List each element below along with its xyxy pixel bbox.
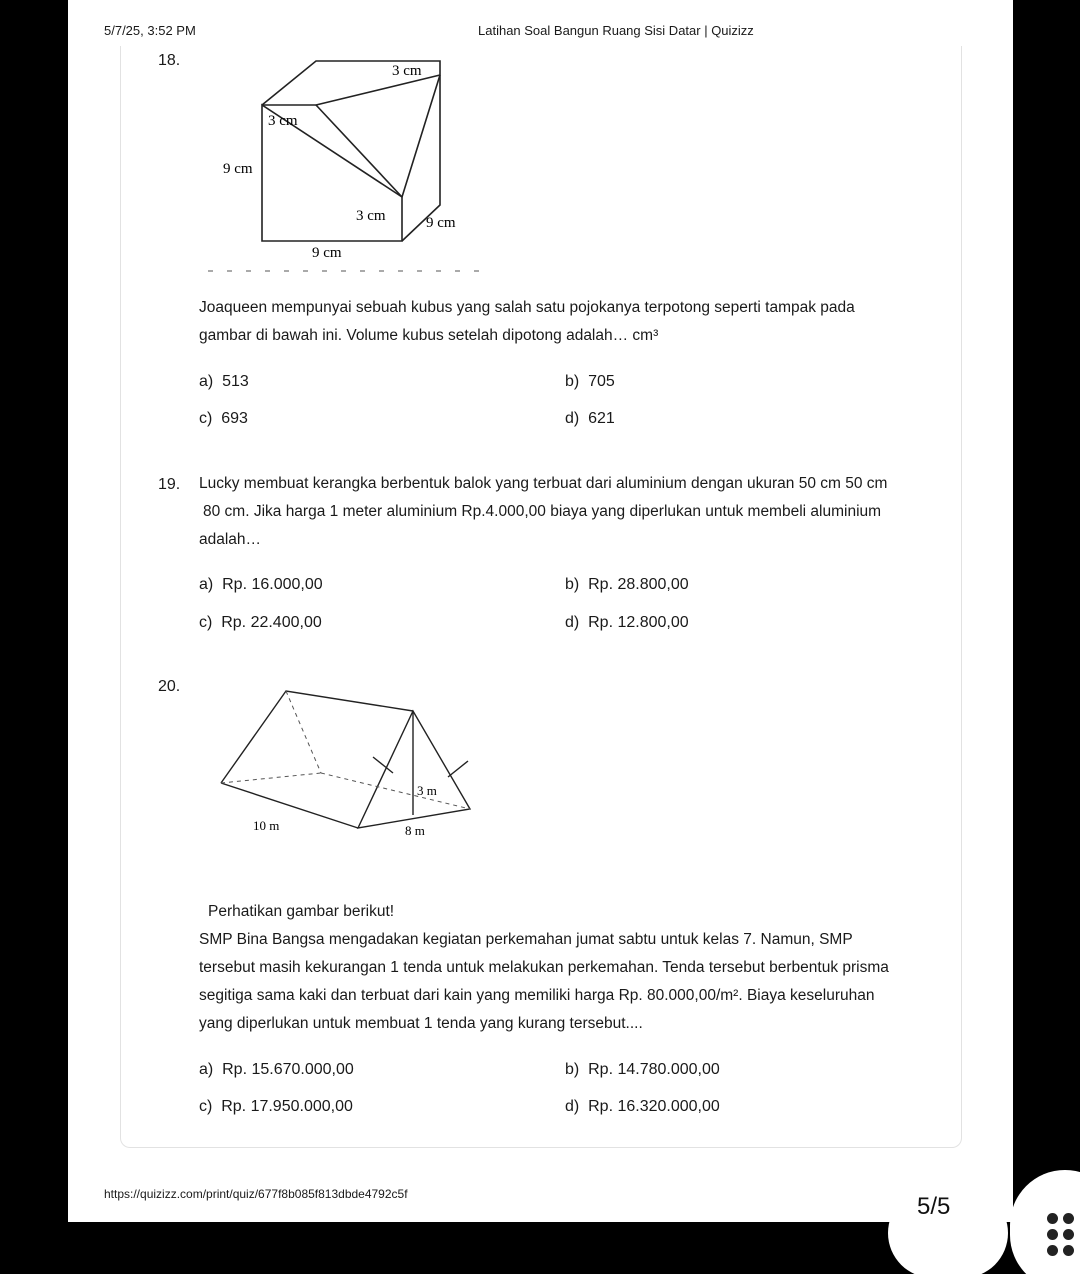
- question-20-option-b: b) Rp. 14.780.000,00: [565, 1061, 720, 1078]
- question-18-option-d: d) 621: [565, 410, 615, 427]
- question-20-text-line-1: SMP Bina Bangsa mengadakan kegiatan perkemahan jumat sabtu untuk kelas 7. Namun, SMP: [199, 931, 853, 948]
- question-18-text-line-2: gambar di bawah ini. Volume kubus setelah dipotong adalah… cm³: [199, 327, 659, 344]
- question-18-option-a: a) 513: [199, 373, 249, 390]
- label-right-9cm: 9 cm: [426, 215, 456, 231]
- document-page: [68, 0, 1013, 1222]
- question-19-option-d: d) Rp. 12.800,00: [565, 614, 689, 631]
- print-title: Latihan Soal Bangun Ruang Sisi Datar | Quizizz: [478, 23, 754, 38]
- question-20-intro: Perhatikan gambar berikut!: [208, 903, 395, 920]
- question-20-option-a: a) Rp. 15.670.000,00: [199, 1061, 354, 1078]
- print-datetime: 5/7/25, 3:52 PM: [104, 23, 196, 38]
- label-left-9cm: 9 cm: [223, 161, 253, 177]
- question-20-text-line-4: yang diperlukan untuk membuat 1 tenda yang kurang tersebut....: [199, 1015, 643, 1032]
- label-base-8m: 8 m: [405, 823, 425, 838]
- question-19-text-line-3: adalah…: [199, 531, 262, 548]
- label-bottom-9cm: 9 cm: [312, 245, 342, 261]
- question-19-number: 19.: [158, 476, 181, 493]
- question-20-number: 20.: [158, 678, 181, 695]
- label-height-3m: 3 m: [417, 783, 437, 798]
- question-19-option-a: a) Rp. 16.000,00: [199, 576, 323, 593]
- label-length-10m: 10 m: [253, 818, 280, 833]
- question-18-number: 18.: [158, 52, 181, 69]
- question-19-option-b: b) Rp. 28.800,00: [565, 576, 689, 593]
- label-topleft-3cm: 3 cm: [268, 113, 298, 129]
- print-footer-url: https://quizizz.com/print/quiz/677f8b085f813dbde4792c5f: [104, 1187, 408, 1201]
- label-mid-3cm: 3 cm: [356, 208, 386, 224]
- question-20-option-c: c) Rp. 17.950.000,00: [199, 1098, 353, 1115]
- question-18-figure: [208, 55, 498, 275]
- question-20-figure: [213, 685, 483, 845]
- tent-front-face: [358, 711, 470, 828]
- question-19-text-line-1: Lucky membuat kerangka berbentuk balok yang terbuat dari aluminium dengan ukuran 50 cm 50 cm: [199, 475, 888, 492]
- page-indicator-label: 5/5: [917, 1193, 951, 1220]
- question-19-text-line-2: 80 cm. Jika harga 1 meter aluminium Rp.4.000,00 biaya yang diperlukan untuk membeli aluminium: [203, 503, 882, 520]
- grid-menu-button[interactable]: [1010, 1170, 1080, 1274]
- question-18-text-line-1: Joaqueen mempunyai sebuah kubus yang salah satu pojokanya terpotong seperti tampak pada: [199, 299, 855, 316]
- question-20-option-d: d) Rp. 16.320.000,00: [565, 1098, 720, 1115]
- question-18-option-c: c) 693: [199, 410, 248, 427]
- question-19-option-c: c) Rp. 22.400,00: [199, 614, 322, 631]
- label-top-3cm: 3 cm: [392, 63, 422, 79]
- question-18-option-b: b) 705: [565, 373, 615, 390]
- question-20-text-line-3: segitiga sama kaki dan terbuat dari kain yang memiliki harga Rp. 80.000,00/m². Biaya keseluruhan: [199, 987, 875, 1004]
- question-20-text-line-2: tersebut masih kekurangan 1 tenda untuk melakukan perkemahan. Tenda tersebut berbentuk prisma: [199, 959, 889, 976]
